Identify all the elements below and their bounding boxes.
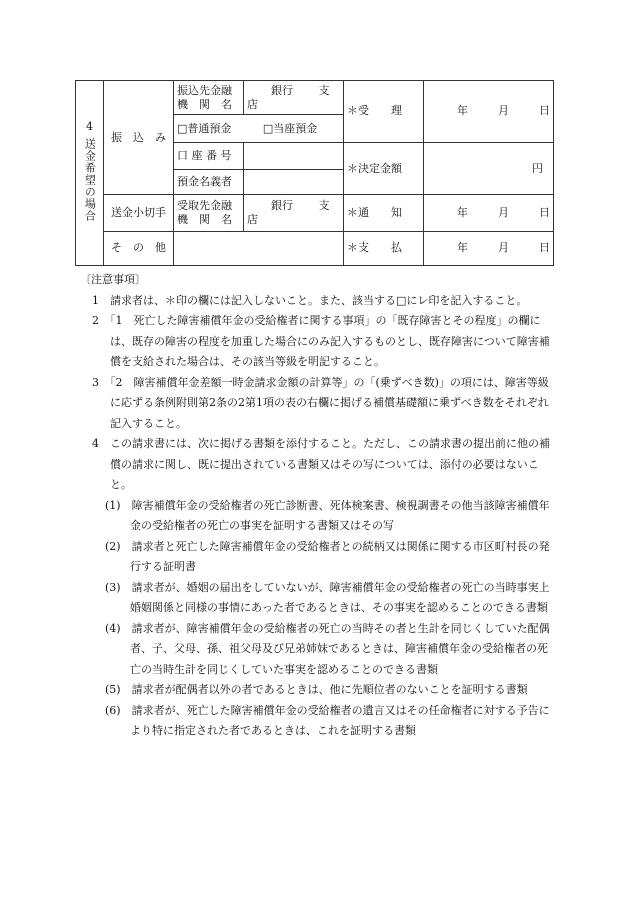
account-holder-label: 預金名義者 — [174, 170, 244, 195]
remittance-table — [75, 80, 554, 266]
juri-date[interactable]: 年 月 日 — [424, 81, 554, 143]
account-holder-field[interactable] — [244, 170, 344, 195]
section-number: 4 — [86, 120, 93, 134]
sonota-field[interactable] — [174, 231, 344, 265]
bank-name-label: 振込先金融 機 関 名 — [174, 81, 244, 115]
note-subitem: (2) 請求者と死亡した障害補償年金の受給権者との続柄又は関係に関する市区町村長の発行する証明書 — [105, 539, 550, 573]
note-subitem: (4) 請求者が、障害補償年金の受給権者の死亡の当時その者と生計を同じくしていた配偶者、子、父母、孫、祖父母及び兄弟姉妹であるときは、障害補償年金の受給権者の死亡の当時生計を同じくしていた事実を認めることのできる書類 — [105, 621, 550, 676]
section-title: 送金希望の場合 — [83, 138, 97, 222]
note-subitem: (6) 請求者が、死亡した障害補償年金の受給権者の遺言又はその任命権者に対する予告により特に指定された者であるときは、これを証明する書類 — [105, 703, 550, 737]
account-number-field[interactable] — [244, 142, 344, 169]
kettei-amount[interactable]: 円 — [424, 142, 554, 195]
tsuchi-date[interactable]: 年 月 日 — [424, 195, 554, 232]
futsu-checkbox[interactable]: □普通預金 — [177, 121, 232, 135]
shiharai-date[interactable]: 年 月 日 — [424, 231, 554, 265]
furikomi-label: 振 込 み — [104, 81, 174, 195]
toza-checkbox[interactable]: □当座預金 — [262, 121, 318, 135]
sonota-label: そ の 他 — [104, 231, 174, 265]
juri-label: ＊受 理 — [344, 81, 424, 143]
note-item: 3 「2 障害補償年金差額一時金請求金額の計算等」の「(乗ずべき数)」の項には、障害等級に応ずる条例附則第2条の2第1項の表の右欄に掲げる補償基礎額に乗ずべき数をそれぞれ記入すること。 — [92, 375, 549, 430]
section-header — [76, 81, 104, 266]
account-number-label: 口 座 番 号 — [174, 142, 244, 169]
bank-name-field[interactable]: 銀行 支店 — [244, 81, 344, 115]
recv-bank-field[interactable]: 銀行 支店 — [244, 195, 344, 232]
kogitte-label: 送金小切手 — [104, 195, 174, 232]
recv-bank-label: 受取先金融 機 関 名 — [174, 195, 244, 232]
note-item: 1 請求者は、＊印の欄には記入しないこと。また、該当する□にレ印を記入すること。 — [92, 293, 528, 307]
note-item: 4 この請求書には、次に掲げる書類を添付すること。ただし、この請求書の提出前に他の補償の請求に関し、既に提出されている書類又はその写については、添付の必要はないこと。 — [92, 437, 550, 491]
note-subitem: (5) 請求者が配偶者以外の者であるときは、他に先順位者のないことを証明する書類 — [105, 683, 528, 696]
note-item: 2 「1 死亡した障害補償年金の受給権者に関する事項」の「既存障害とその程度」の欄には、既存の障害の程度を加重した場合にのみ記入するものとし、既存障害について障害補償を支給された場合は、その該当等級を明記すること。 — [92, 314, 550, 368]
kettei-label: ＊決定金額 — [344, 142, 424, 195]
note-subitem: (1) 障害補償年金の受給権者の死亡診断書、死体検案書、検視調書その他当該障害補償年金の受給権者の死亡の事実を証明する書類又はその写 — [105, 498, 550, 532]
note-subitem: (3) 請求者が、婚姻の届出をしていないが、障害補償年金の受給権者の死亡の当時事実上婚姻関係と同様の事情にあった者であるときは、その事実を認めることのできる書類 — [105, 580, 550, 614]
tsuchi-label: ＊通 知 — [344, 195, 424, 232]
notes-heading: 〔注意事項〕 — [80, 273, 146, 286]
notes-section — [80, 270, 558, 742]
shiharai-label: ＊支 払 — [344, 231, 424, 265]
account-type-options — [174, 115, 344, 142]
